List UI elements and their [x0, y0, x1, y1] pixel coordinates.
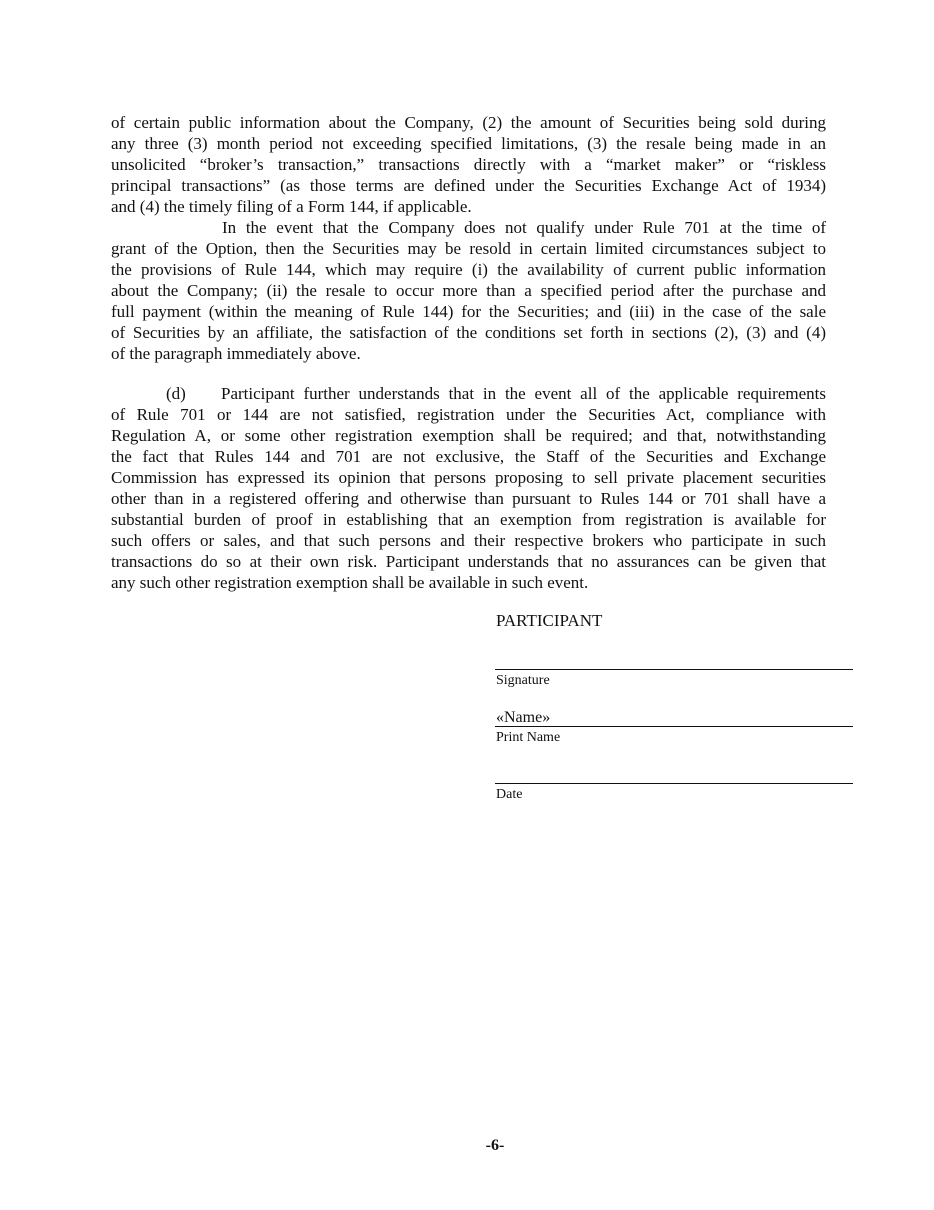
text-line: the provisions of Rule 144, which may require (i) the availability of current public information [111, 260, 826, 279]
date-label: Date [496, 787, 523, 802]
text-line: about the Company; (ii) the resale to occur more than a specified period after the purchase and [111, 281, 826, 300]
text-line: other than in a registered offering and otherwise than pursuant to Rules 144 or 701 shall have a [111, 489, 826, 508]
signature-label: Signature [496, 673, 550, 688]
text-line: any such other registration exemption shall be available in such event. [111, 573, 589, 592]
text-line: full payment (within the meaning of Rule 144) for the Securities; and (iii) in the case of the sale [111, 302, 826, 321]
text-line: substantial burden of proof in establishing that an exemption from registration is available for [111, 510, 826, 529]
text-line: and (4) the timely filing of a Form 144, if applicable. [111, 197, 472, 216]
print-name-line[interactable] [495, 726, 853, 727]
text-line-content: Participant further understands that in the event all of the applicable requirements [221, 384, 826, 403]
text-line: unsolicited “broker’s transaction,” transactions directly with a “market maker” or “riskless [111, 155, 826, 174]
signature-line[interactable] [495, 669, 853, 670]
text-line: In the event that the Company does not qualify under Rule 701 at the time of [222, 218, 826, 237]
text-line: principal transactions” (as those terms are defined under the Securities Exchange Act of 1934) [111, 176, 826, 195]
print-name-label: Print Name [496, 730, 561, 745]
text-line: of Rule 701 or 144 are not satisfied, registration under the Securities Act, compliance with [111, 405, 826, 424]
text-line: the fact that Rules 144 and 701 are not exclusive, the Staff of the Securities and Exchange [111, 447, 826, 466]
page-number: -6- [485, 1137, 505, 1154]
text-line: any three (3) month period not exceeding specified limitations, (3) the resale being made in an [111, 134, 826, 153]
text-line: Commission has expressed its opinion that persons proposing to sell private placement securities [111, 468, 826, 487]
text-line: of certain public information about the Company, (2) the amount of Securities being sold during [111, 113, 826, 132]
text-line: of the paragraph immediately above. [111, 344, 361, 363]
text-line: grant of the Option, then the Securities may be resold in certain limited circumstances subject to [111, 239, 826, 258]
print-name-value[interactable]: «Name» [496, 709, 551, 726]
text-line: transactions do so at their own risk. Participant understands that no assurances can be given that [111, 552, 826, 571]
date-line[interactable] [495, 783, 853, 784]
text-line [111, 383, 826, 404]
paragraph-rule-144-conditions [111, 112, 826, 364]
participant-heading: PARTICIPANT [496, 611, 603, 630]
text-line: of Securities by an affiliate, the satisfaction of the conditions set forth in sections (2), (3) and (4) [111, 323, 826, 342]
paragraph-label: (d) [166, 384, 186, 403]
text-line: such offers or sales, and that such persons and their respective brokers who participate in such [111, 531, 826, 550]
text-line: Regulation A, or some other registration exemption shall be required; and that, notwithstanding [111, 426, 826, 445]
paragraph-d [111, 383, 826, 593]
